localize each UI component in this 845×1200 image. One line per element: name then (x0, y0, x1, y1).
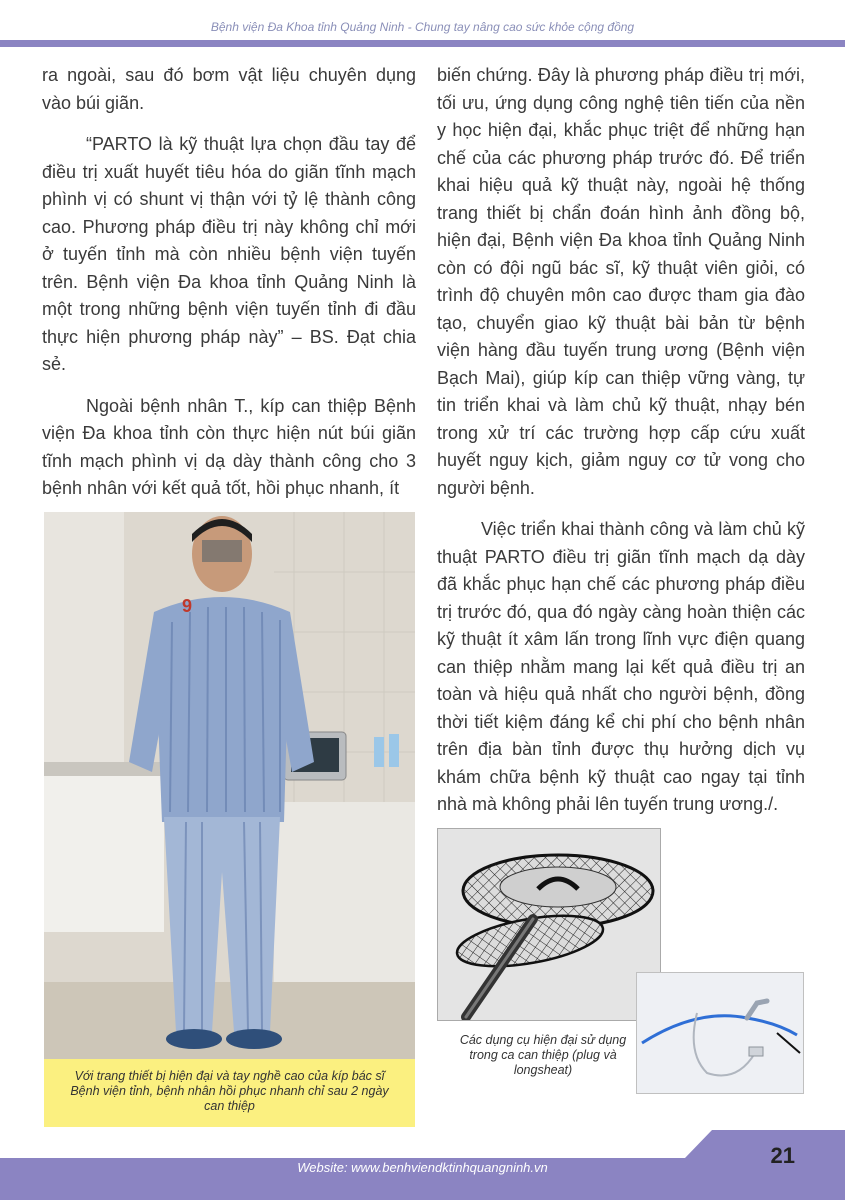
paragraph: ra ngoài, sau đó bơm vật liệu chuyên dụng vào búi giãn. (42, 65, 416, 113)
footer-website: Website: www.benhviendktinhquangninh.vn (297, 1160, 548, 1175)
paragraph: biến chứng. Đây là phương pháp điều trị mới, tối ưu, ứng dụng công nghệ tiên tiến của nền y học hiện đại, khắc phục triệt để những hạn chế của các phương pháp trước đó. Để triển khai hiệu quả kỹ thuật này, ngoài hệ thống trang thiết bị chẩn đoán hình ảnh đồng bộ, hiện đại, Bệnh viện Đa khoa tỉnh Quảng Ninh còn có đội ngũ bác sĩ, kỹ thuật viên giỏi, có trình độ chuyên môn cao được tham gia đào tạo, chuyển giao kỹ thuật bài bản từ bệnh viện hàng đầu tuyến trung ương (Bệnh viện Bạch Mai), giúp kíp can thiệp vững vàng, tự tin triển khai và làm chủ kỹ thuật, nhạy bén trong xử trí các trường hợp cấp cứu xuất huyết nguy kịch, giảm nguy cơ tử vong cho người bệnh. (437, 65, 805, 498)
paragraph: “PARTO là kỹ thuật lựa chọn đầu tay để điều trị xuất huyết tiêu hóa do giãn tĩnh mạch phình vị có shunt vị thận với tỷ lệ thành công cao. Phương pháp điều trị này không chỉ mới ở tuyến tỉnh mà còn nhiều bệnh viện tuyến trên. Bệnh viện Đa khoa tỉnh Quảng Ninh là một trong những bệnh viện tuyến tỉnh đi đầu thực hiện phương pháp này” – BS. Đạt chia sẻ. (42, 134, 416, 374)
article-left-column (42, 62, 416, 517)
long-sheath-image (636, 972, 804, 1094)
vascular-plug-image (437, 828, 661, 1021)
patient-photo (44, 512, 415, 1059)
bed-number-label: 9 (182, 596, 193, 616)
paragraph: Ngoài bệnh nhân T., kíp can thiệp Bệnh viện Đa khoa tỉnh còn thực hiện nút búi giãn tĩnh mạch phình vị dạ dày thành công cho 3 bệnh nhân với kết quả tốt, hồi phục nhanh, ít (42, 395, 416, 498)
paragraph: Việc triển khai thành công và làm chủ kỹ thuật PARTO điều trị giãn tĩnh mạch dạ dày đã khắc phục hạn chế các phương pháp điều trị trước đó, qua đó ngày càng hoàn thiện các kỹ thuật ít xâm lấn trong lĩnh vực điện quang can thiệp nhằm mang lại kết quả điều trị an toàn và hiệu quả nhất cho người bệnh, đồng thời tiết kiệm đáng kể chi phí cho bệnh nhân trên địa bàn tỉnh được thụ hưởng dịch vụ khám chữa bệnh kỹ thuật cao ngay tại tỉnh nhà mà không phải lên tuyến trung ương./. (437, 519, 805, 814)
header-bar (0, 40, 845, 47)
photo-caption: Với trang thiết bị hiện đại và tay nghề cao của kíp bác sĩ Bệnh viện tỉnh, bệnh nhân hồi phục nhanh chỉ sau 2 ngày can thiệp (44, 1059, 415, 1127)
header-tagline: Bệnh viện Đa Khoa tỉnh Quảng Ninh - Chung tay nâng cao sức khỏe cộng đồng (210, 20, 635, 34)
devices-caption: Các dụng cụ hiện đại sử dụng trong ca can thiệp (plug và longsheat) (459, 1033, 627, 1077)
article-right-column (437, 62, 805, 833)
page-number: 21 (770, 1143, 795, 1168)
